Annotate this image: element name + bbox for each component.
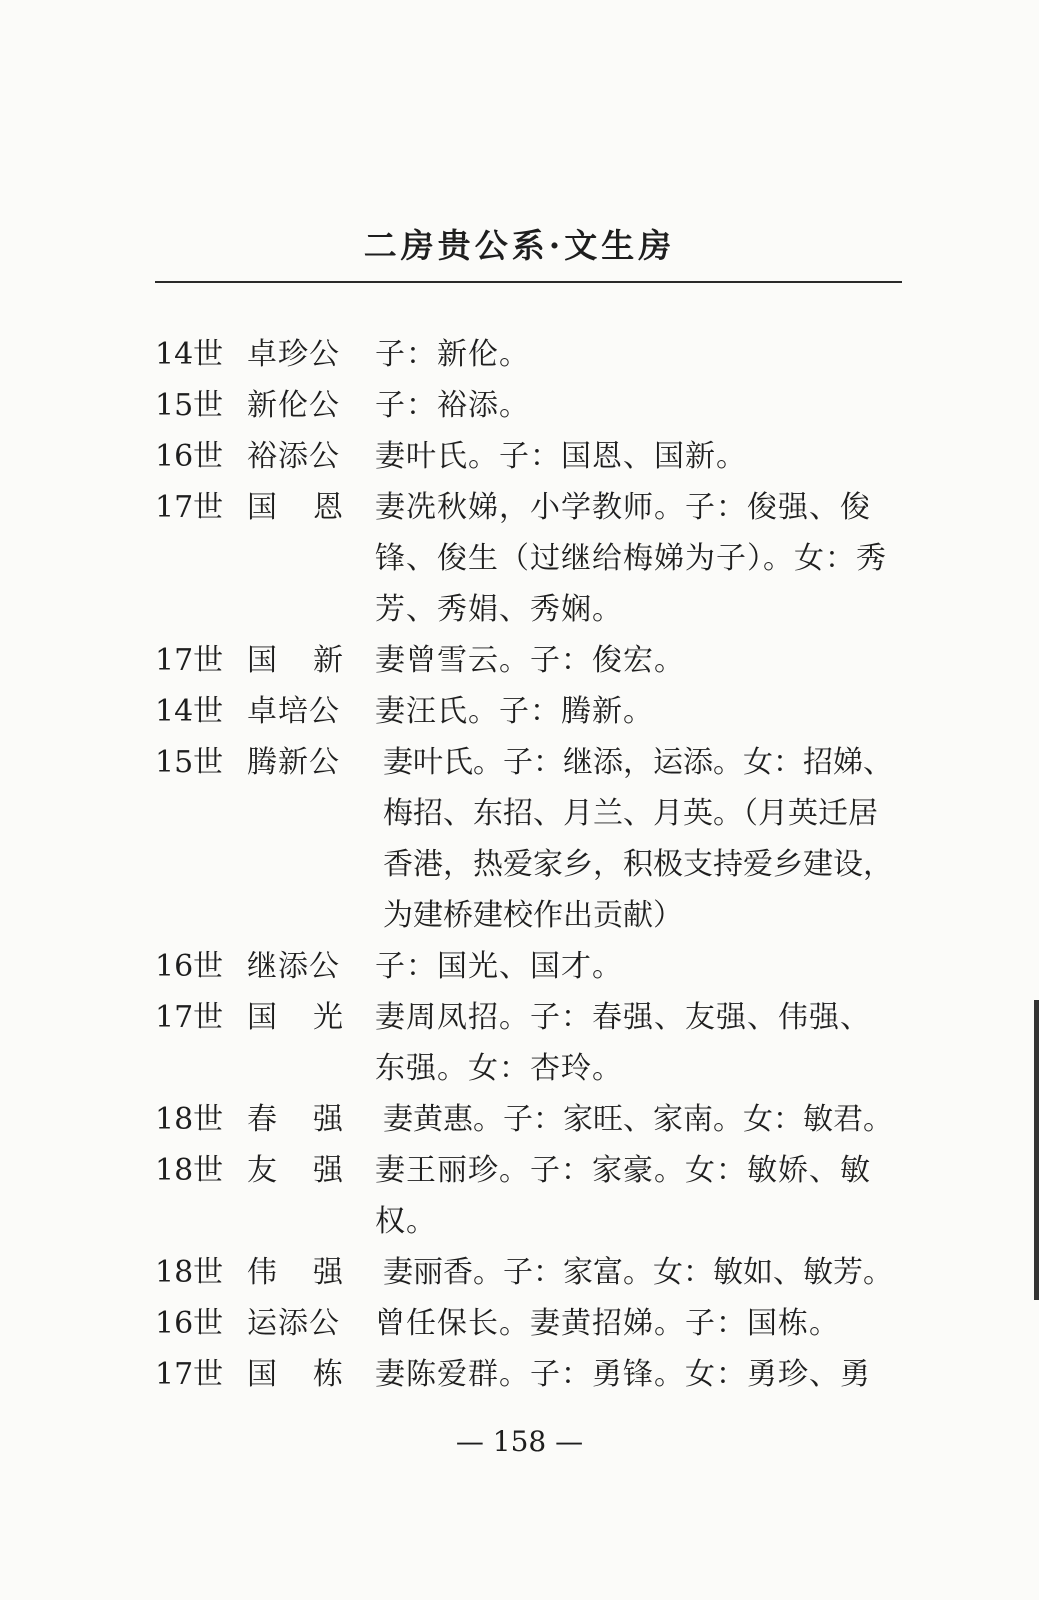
entry-description: 妻汪氏。子：腾新。 xyxy=(375,694,654,729)
generation-label: 14世 xyxy=(155,694,224,729)
person-name: 卓培公 xyxy=(247,694,340,729)
person-name: 腾新公 xyxy=(247,745,340,780)
person-name: 友强 xyxy=(247,1153,379,1188)
genealogy-entry xyxy=(155,686,905,737)
genealogy-entry xyxy=(155,482,905,635)
generation-label: 18世 xyxy=(155,1102,224,1137)
entry-description: 妻陈爱群。子：勇锋。女：勇珍、勇 xyxy=(375,1357,871,1392)
page-header: 二房贵公系·文生房 xyxy=(363,226,676,265)
entry-description: 子：国光、国才。 xyxy=(375,949,623,984)
genealogy-entry xyxy=(155,329,905,380)
genealogy-entry xyxy=(155,737,905,941)
header-rule xyxy=(155,281,902,283)
generation-label: 15世 xyxy=(155,745,224,780)
person-name: 伟强 xyxy=(247,1255,379,1290)
genealogy-entry xyxy=(155,380,905,431)
generation-label: 17世 xyxy=(155,490,224,525)
entry-description: 妻丽香。子：家富。女：敏如、敏芳。 xyxy=(383,1255,893,1290)
genealogy-entry xyxy=(155,431,905,482)
genealogy-entry xyxy=(155,1145,905,1247)
person-name: 春强 xyxy=(247,1102,379,1137)
person-name: 国光 xyxy=(247,1000,379,1035)
genealogy-entry xyxy=(155,1349,905,1400)
genealogy-entry xyxy=(155,1298,905,1349)
genealogy-entries xyxy=(155,329,905,1400)
person-name: 新伦公 xyxy=(247,388,340,423)
person-name: 国恩 xyxy=(247,490,379,525)
generation-label: 17世 xyxy=(155,643,224,678)
entry-description: 子：裕添。 xyxy=(375,388,530,423)
entry-description: 妻冼秋娣，小学教师。子：俊强、俊锋、俊生（过继给梅娣为子）。女：秀芳、秀娟、秀娴。 xyxy=(375,490,887,627)
scan-edge-mark xyxy=(1034,1000,1039,1300)
entry-description: 妻王丽珍。子：家豪。女：敏娇、敏权。 xyxy=(375,1153,871,1239)
genealogy-entry xyxy=(155,1094,905,1145)
entry-description: 妻叶氏。子：国恩、国新。 xyxy=(375,439,747,474)
generation-label: 16世 xyxy=(155,439,224,474)
entry-description: 妻周凤招。子：春强、友强、伟强、东强。女：杏玲。 xyxy=(375,1000,871,1086)
generation-label: 17世 xyxy=(155,1000,224,1035)
generation-label: 18世 xyxy=(155,1255,224,1290)
person-name: 国栋 xyxy=(247,1357,379,1392)
generation-label: 16世 xyxy=(155,949,224,984)
genealogy-entry xyxy=(155,941,905,992)
genealogy-entry xyxy=(155,992,905,1094)
entry-description: 妻叶氏。子：继添，运添。女：招娣、梅招、东招、月兰、月英。（月英迁居香港，热爱家乡，积极支持爱乡建设，为建桥建校作出贡献） xyxy=(383,745,893,933)
page-number: — 158 — xyxy=(455,1425,584,1458)
genealogy-entry xyxy=(155,1247,905,1298)
generation-label: 15世 xyxy=(155,388,224,423)
person-name: 运添公 xyxy=(247,1306,340,1341)
entry-description: 子：新伦。 xyxy=(375,337,530,372)
entry-description: 曾任保长。妻黄招娣。子：国栋。 xyxy=(375,1306,840,1341)
generation-label: 17世 xyxy=(155,1357,224,1392)
person-name: 裕添公 xyxy=(247,439,340,474)
generation-label: 18世 xyxy=(155,1153,224,1188)
genealogy-entry xyxy=(155,635,905,686)
person-name: 继添公 xyxy=(247,949,340,984)
generation-label: 16世 xyxy=(155,1306,224,1341)
entry-description: 妻黄惠。子：家旺、家南。女：敏君。 xyxy=(383,1102,893,1137)
person-name: 国新 xyxy=(247,643,379,678)
generation-label: 14世 xyxy=(155,337,224,372)
entry-description: 妻曾雪云。子：俊宏。 xyxy=(375,643,685,678)
person-name: 卓珍公 xyxy=(247,337,340,372)
